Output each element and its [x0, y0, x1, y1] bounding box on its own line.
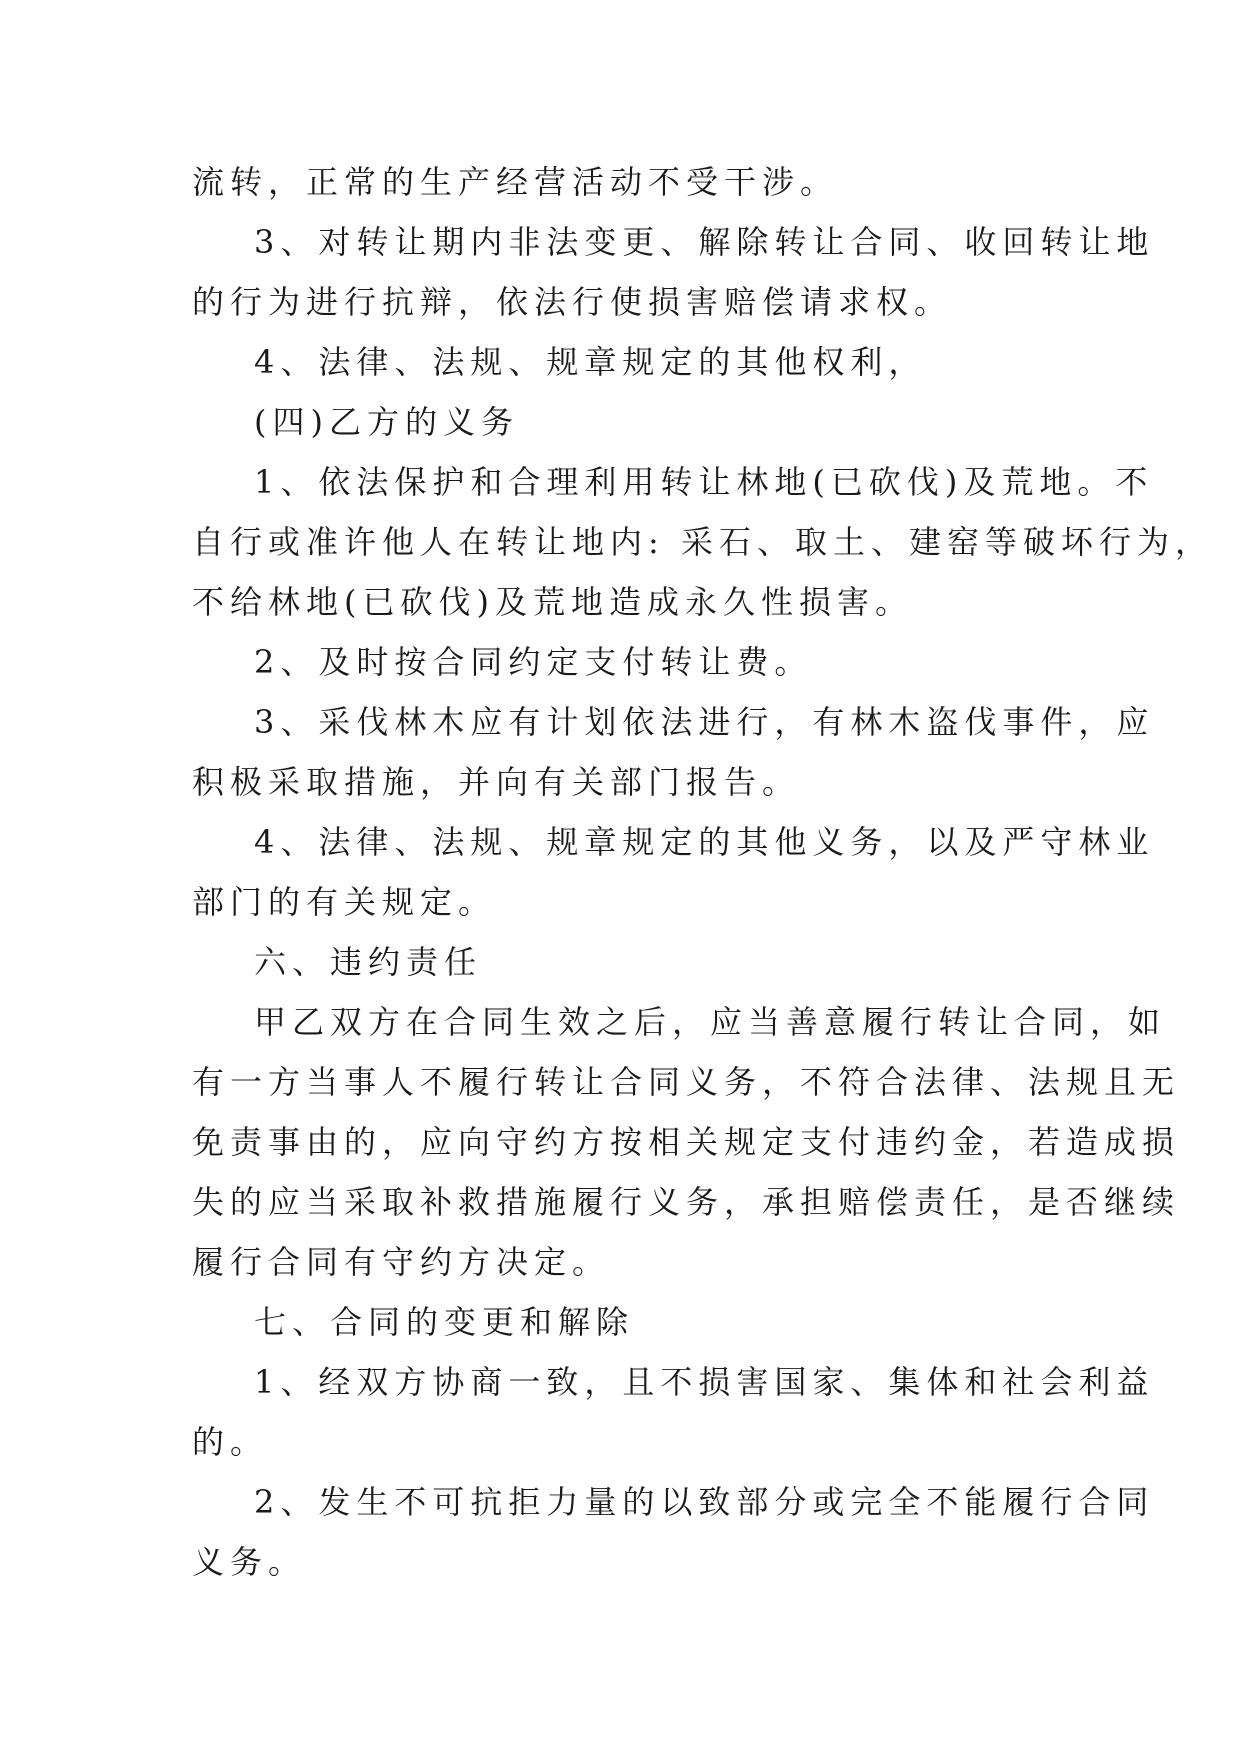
text-line: 1、依法保护和合理利用转让林地(已砍伐)及荒地。不 [254, 463, 1154, 501]
text-line: 积极采取措施，并向有关部门报告。 [192, 763, 801, 801]
text-line: 七、合同的变更和解除 [254, 1303, 635, 1341]
text-line: 免责事由的，应向守约方按相关规定支付违约金，若造成损 [192, 1123, 1181, 1161]
text-line: 不给林地(已砍伐)及荒地造成永久性损害。 [192, 583, 913, 621]
document-page [192, 152, 1213, 1592]
text-line: 失的应当采取补救措施履行义务，承担赔偿责任，是否继续 [192, 1183, 1181, 1221]
text-line: 2、及时按合同约定支付转让费。 [254, 643, 813, 681]
text-line: 3、对转让期内非法变更、解除转让合同、收回转让地 [254, 223, 1155, 261]
text-line: 的。 [192, 1423, 269, 1461]
text-line: 六、违约责任 [254, 943, 483, 981]
text-line: 部门的有关规定。 [192, 883, 497, 921]
text-line: 4、法律、法规、规章规定的其他义务，以及严守林业 [254, 823, 1155, 861]
text-line: 1、经双方协商一致，且不损害国家、集体和社会利益 [254, 1363, 1155, 1401]
text-line: 履行合同有守约方决定。 [192, 1243, 611, 1281]
text-line: 流转，正常的生产经营活动不受干涉。 [192, 163, 839, 201]
text-line: (四)乙方的义务 [254, 403, 519, 441]
text-line: 义务。 [192, 1543, 307, 1581]
document-body [192, 152, 1213, 1592]
text-line: 的行为进行抗辩，依法行使损害赔偿请求权。 [192, 283, 953, 321]
text-line: 有一方当事人不履行转让合同义务，不符合法律、法规且无 [192, 1063, 1181, 1101]
text-line: 2、发生不可抗拒力量的以致部分或完全不能履行合同 [254, 1483, 1155, 1521]
text-line: 甲乙双方在合同生效之后，应当善意履行转让合同，如 [254, 1003, 1167, 1041]
text-line: 3、采伐林木应有计划依法进行，有林木盗伐事件，应 [254, 703, 1155, 741]
text-line: 4、法律、法规、规章规定的其他权利， [254, 343, 927, 381]
text-line: 自行或准许他人在转让地内: 采石、取土、建窑等破坏行为， [192, 523, 1213, 561]
